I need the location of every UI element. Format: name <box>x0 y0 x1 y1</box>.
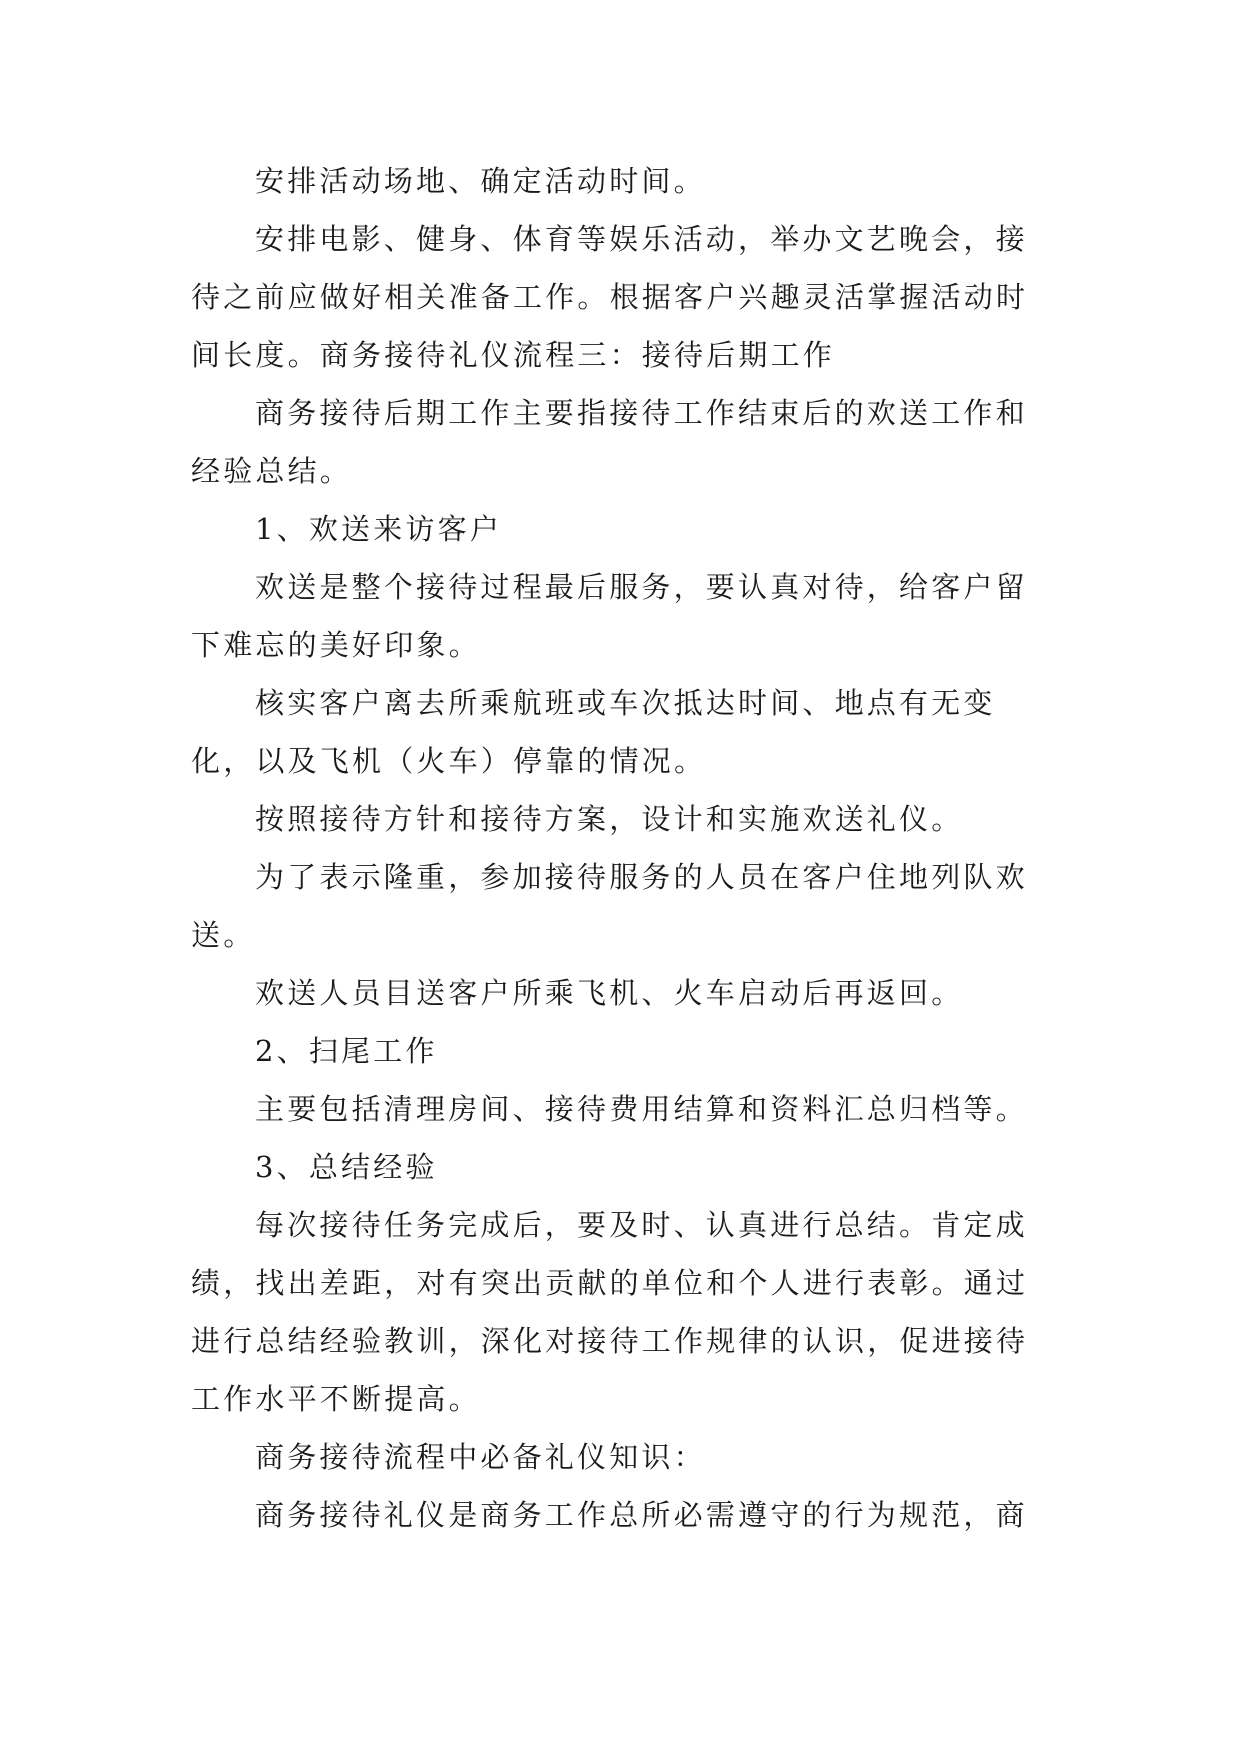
paragraph: 为了表示隆重，参加接待服务的人员在客户住地列队欢送。 <box>191 860 1028 952</box>
paragraph: 欢送是整个接待过程最后服务，要认真对待，给客户留下难忘的美好印象。 <box>191 570 1028 662</box>
paragraph: 安排电影、健身、体育等娱乐活动，举办文艺晚会，接待之前应做好相关准备工作。根据客户兴趣灵活掌握活动时间长度。商务接待礼仪流程三：接待后期工作 <box>191 222 1029 372</box>
paragraph: 欢送人员目送客户所乘飞机、火车启动后再返回。 <box>255 976 964 1010</box>
paragraph: 每次接待任务完成后，要及时、认真进行总结。肯定成绩，找出差距，对有突出贡献的单位和个人进行表彰。通过进行总结经验教训，深化对接待工作规律的认识，促进接待工作水平不断提高。 <box>191 1208 1029 1416</box>
document-body <box>191 152 1051 1544</box>
paragraph: 核实客户离去所乘航班或车次抵达时间、地点有无变化，以及飞机（火车）停靠的情况。 <box>191 686 996 778</box>
paragraph: 主要包括清理房间、接待费用结算和资料汇总归档等。 <box>255 1092 1028 1126</box>
section-heading: 2、扫尾工作 <box>255 1034 438 1068</box>
paragraph: 商务接待流程中必备礼仪知识： <box>255 1440 706 1474</box>
paragraph: 商务接待礼仪是商务工作总所必需遵守的行为规范，商 <box>255 1498 1028 1532</box>
paragraph: 商务接待后期工作主要指接待工作结束后的欢送工作和经验总结。 <box>191 396 1028 488</box>
paragraph: 安排活动场地、确定活动时间。 <box>255 164 706 198</box>
section-heading: 1、欢送来访客户 <box>255 512 503 546</box>
section-heading: 3、总结经验 <box>255 1150 438 1184</box>
paragraph: 按照接待方针和接待方案，设计和实施欢送礼仪。 <box>255 802 964 836</box>
